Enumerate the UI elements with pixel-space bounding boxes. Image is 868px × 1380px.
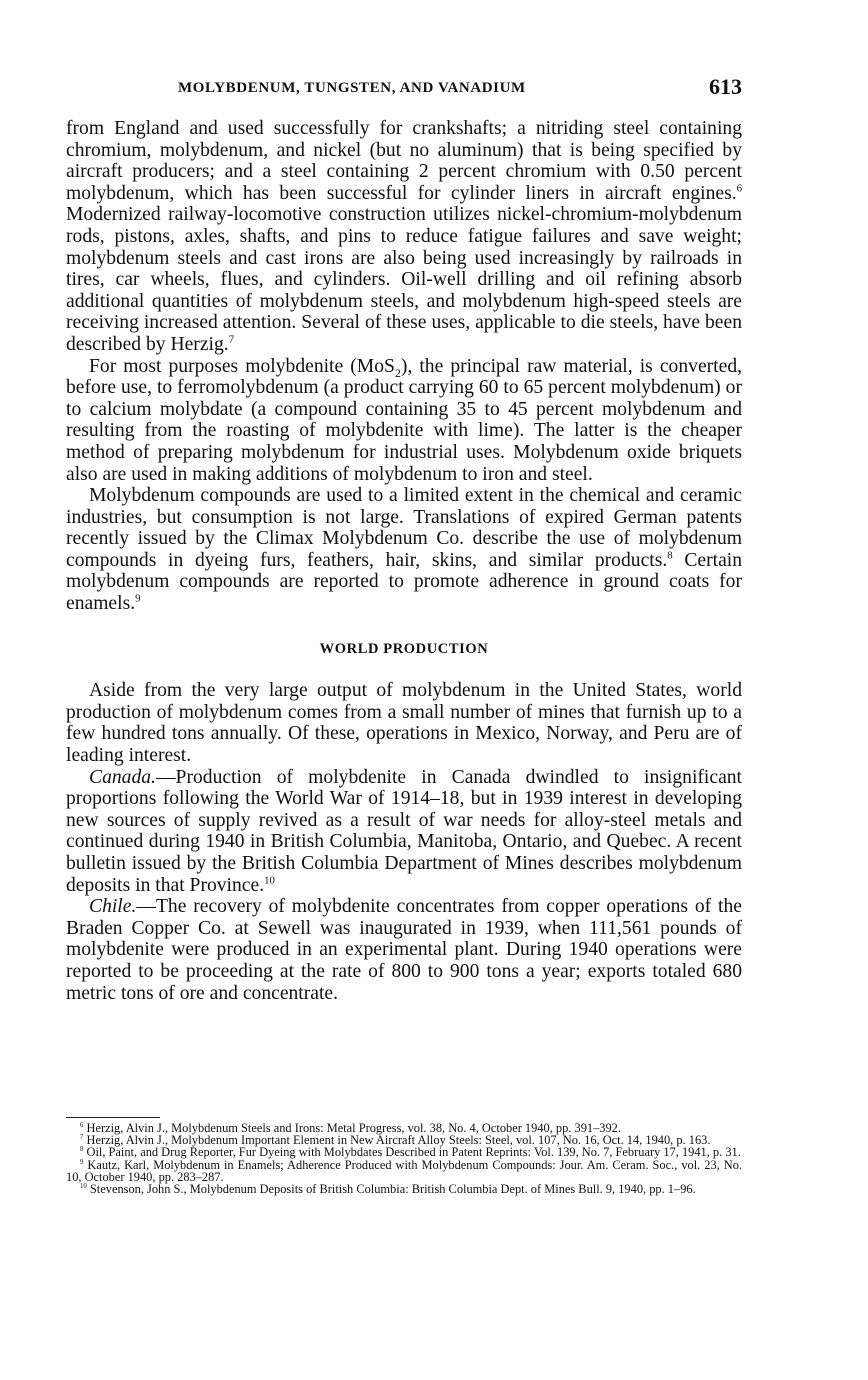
paragraph-3 bbox=[66, 485, 742, 615]
footnote-text: Herzig, Alvin J., Molybdenum Steels and Irons: Metal Progress, vol. 38, No. 4, October 1940, pp. 391–392. bbox=[83, 1121, 621, 1135]
footnote-text: Herzig, Alvin J., Molybdenum Important Element in New Aircraft Alloy Steels: Steel, vol. 107, No. 16, Oct. 14, 1940, p. 163. bbox=[83, 1133, 711, 1148]
paragraph-5 bbox=[66, 767, 742, 897]
section-heading: WORLD PRODUCTION bbox=[319, 640, 489, 657]
running-head: MOLYBDENUM, TUNGSTEN, AND VANADIUM bbox=[178, 80, 526, 96]
country-canada: Canada. bbox=[89, 766, 156, 788]
footnote-text: Oil, Paint, and Drug Reporter, Fur Dyeing with Molybdates Described in Patent Reprints: Vol. 139, No. 7, February 17, 1941, p. 31. bbox=[83, 1145, 741, 1160]
footnote-number: 8 bbox=[80, 1146, 84, 1154]
paragraph-6-text: —The recovery of molybdenite concentrates from copper operations of the Braden Copper Co. at Sewell was inaugurated in 1939, when 111,561 pounds of molybdenite were produced in an experimental plant. During 1940 operations were reported to be proceeding at the rate of 800 to 900 tons a year; exports totaled 680 metric tons of ore and concentrate. bbox=[66, 896, 742, 1004]
footnote-divider bbox=[66, 1117, 160, 1118]
body-text bbox=[66, 118, 742, 1004]
paragraph-2 bbox=[66, 356, 742, 486]
paragraph-1-text-a: from England and used successfully for crankshafts; a nitriding steel containing chromium, molybdenum, and nickel (but no aluminum) that is being specified by aircraft producers; and a steel containing 2 percent chromium with 0.50 percent molybdenum, which has been successful for cylinder liners in aircraft engines. bbox=[66, 118, 742, 204]
footnote-text: Stevenson, John S., Molybdenum Deposits of British Columbia: British Columbia Dept. of Mines Bull. 9, 1940, pp. 1–96. bbox=[86, 1182, 696, 1197]
footnote-number: 10 bbox=[80, 1182, 87, 1190]
paragraph-4 bbox=[66, 680, 742, 766]
page-number: 613 bbox=[709, 74, 742, 99]
paragraph-6 bbox=[66, 896, 742, 1004]
paragraph-2-text-b: ), the principal raw material, is converted, before use, to ferromolybdenum (a product carrying 60 to 65 percent molybdenum) or to calcium molybdate (a compound containing 35 to 45 percent molybdenum and resulting from the roasting of molybdenite with lime). The latter is the cheaper method of preparing molybdenum for industrial uses. Molybdenum oxide briquets also are used in making additions of molybdenum to iron and steel. bbox=[66, 355, 743, 485]
page-header bbox=[66, 74, 742, 104]
footnote-text: Kautz, Karl, Molybdenum in Enamels; Adherence Produced with Molybdenum Compounds: Jour. Am. Ceram. Soc., vol. 23, No. 10, October 1940, pp. 283–287. bbox=[66, 1157, 742, 1184]
footnote-number: 9 bbox=[80, 1158, 84, 1166]
paragraph-4-text: Aside from the very large output of molybdenum in the United States, world production of molybdenum comes from a small number of mines that furnish up to a few hundred tons annually. Of these, operations in Mexico, Norway, and Peru are of leading interest. bbox=[66, 680, 742, 767]
paragraph-2-text-a: For most purposes molybdenite (MoS bbox=[89, 355, 395, 377]
footnote-ref-8: 8 bbox=[667, 549, 673, 562]
paragraph-3-text-b: Certain molybdenum compounds are reported to promote adherence in ground coats for enamels. bbox=[66, 549, 743, 615]
subscript-2: 2 bbox=[394, 366, 401, 380]
footnote bbox=[66, 1183, 742, 1195]
footnote-ref-7: 7 bbox=[228, 333, 235, 346]
paragraph-5-text: —Production of molybdenite in Canada dwindled to insignificant proportions following the World War of 1914–18, but in 1939 interest in developing new sources of supply revived as a result of war needs for alloy-steel metals and continued during 1940 in British Columbia, Manitoba, Ontario, and Quebec. A recent bulletin issued by the British Columbia Department of Mines describes molybdenum deposits in that Province. bbox=[66, 766, 742, 896]
footnote bbox=[66, 1159, 742, 1183]
footnote-ref-6: 6 bbox=[736, 182, 742, 195]
footnote-number: 7 bbox=[80, 1134, 84, 1142]
paragraph-3-text-a: Molybdenum compounds are used to a limited extent in the chemical and ceramic industries, but consumption is not large. Translations of expired German patents recently issued by the Climax Molybdenum Co. describe the use of molybdenum compounds in dyeing furs, feathers, hair, skins, and similar products. bbox=[66, 485, 742, 571]
country-chile: Chile. bbox=[89, 896, 137, 918]
footnote-ref-9: 9 bbox=[135, 592, 141, 605]
paragraph-1 bbox=[66, 118, 742, 356]
footnote-ref-10: 10 bbox=[264, 874, 275, 887]
paragraph-1-text-b: Modernized railway-locomotive construction utilizes nickel-chromium-molybdenum rods, pistons, axles, shafts, and pins to reduce fatigue failures and save weight; molybdenum steels and cast irons are also being used increasingly by railroads in tires, car wheels, flues, and cylinders. Oil-well drilling and oil refining absorb additional quantities of molybdenum steels, and molybdenum high-speed steels are receiving increased attention. Several of these uses, applicable to die steels, have been described by Herzig. bbox=[66, 204, 742, 355]
footnotes bbox=[66, 1122, 742, 1195]
footnote-number: 6 bbox=[80, 1121, 84, 1129]
